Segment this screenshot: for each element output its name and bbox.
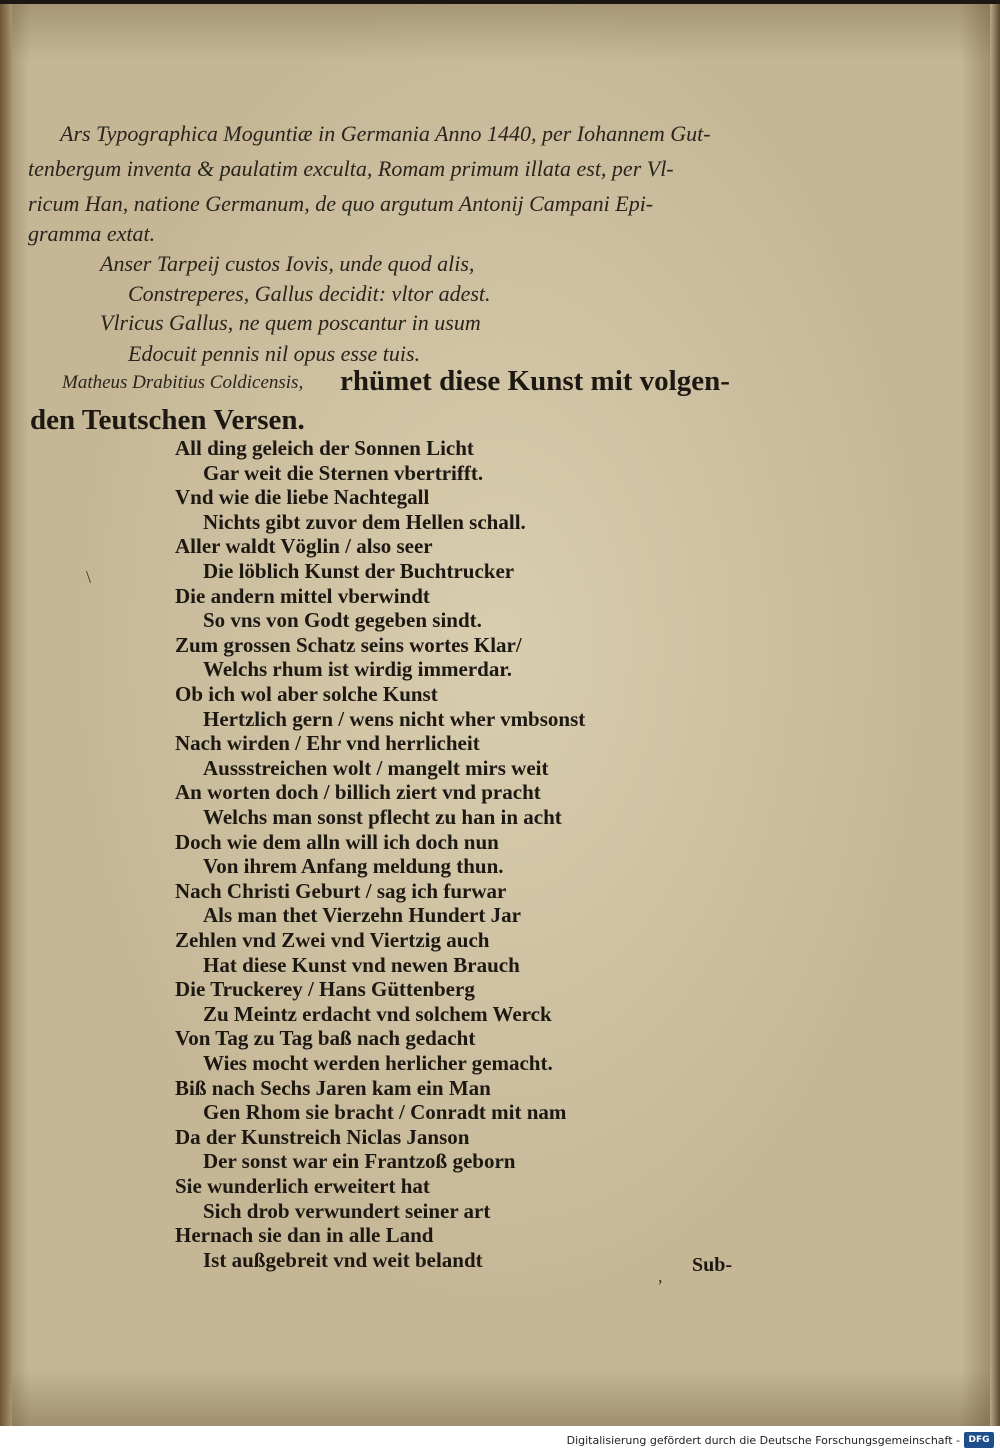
intro-german-2: den Teutschen Versen. <box>30 404 305 436</box>
verse-line: Hernach sie dan in alle Land <box>175 1223 434 1248</box>
catchword: Sub- <box>692 1254 733 1276</box>
verse-line: Zu Meintz erdacht vnd solchem Werck <box>203 1001 552 1026</box>
footer-bar <box>0 1426 1000 1455</box>
verse-line: Ob ich wol aber solche Kunst <box>175 682 438 706</box>
verse-line: Zum grossen Schatz seins wortes Klar/ <box>175 632 522 657</box>
verse-line: Der sonst war ein Frantzoß geborn <box>203 1149 516 1174</box>
latin-line-2: tenbergum inventa & paulatim exculta, Romam primum illata est, per Vl- <box>28 156 674 181</box>
verse-line: Die andern mittel vberwindt <box>175 583 430 608</box>
verse-line: Wies mocht werden herlicher gemacht. <box>203 1051 553 1075</box>
verse-line: Hertzlich gern / wens nicht wher vmbsonst <box>203 706 586 731</box>
latin-line-4: gramma extat. <box>28 221 156 246</box>
intro-german-1: rhümet diese Kunst mit volgen- <box>340 365 730 397</box>
footer-text: Digitalisierung gefördert durch die Deutsche Forschungsgemeinschaft - <box>566 1434 960 1447</box>
epigram-line-3: Vlricus Gallus, ne quem poscantur in usum <box>100 310 481 335</box>
intro-latin: Matheus Drabitius Coldicensis, <box>62 372 304 393</box>
latin-line-1: Ars Typographica Moguntiæ in Germania Anno 1440, per Iohannem Gut- <box>60 121 711 146</box>
dfg-logo: DFG <box>964 1432 994 1448</box>
verse-line: Doch wie dem alln will ich doch nun <box>175 829 499 854</box>
verse-line: Von ihrem Anfang meldung thun. <box>203 854 504 879</box>
verse-line: Welchs man sonst pflecht zu han in acht <box>203 805 562 829</box>
verse-line: Biß nach Sechs Jaren kam ein Man <box>175 1075 491 1100</box>
verse-line: Aussstreichen wolt / mangelt mirs weit <box>203 755 549 780</box>
margin-mark: \ <box>86 567 92 587</box>
epigram-line-1: Anser Tarpeij custos Iovis, unde quod alis, <box>100 251 475 276</box>
verse-line: Nichts gibt zuvor dem Hellen schall. <box>203 509 526 534</box>
epigram-line-2: Constreperes, Gallus decidit: vltor adest. <box>128 281 491 306</box>
scanned-page <box>0 4 1000 1426</box>
verse-line: Sich drob verwundert seiner art <box>203 1198 491 1223</box>
page-right-edge <box>990 4 1000 1426</box>
verse-line: Gar weit die Sternen vbertrifft. <box>203 460 484 485</box>
verse-line: Von Tag zu Tag baß nach gedacht <box>175 1026 476 1051</box>
verse-line: Zehlen vnd Zwei vnd Viertzig auch <box>175 928 490 952</box>
verse-line: Welchs rhum ist wirdig immerdar. <box>203 657 512 682</box>
verse-line: Aller waldt Vöglin / also seer <box>175 534 433 559</box>
verse-line: Da der Kunstreich Niclas Janson <box>175 1124 470 1149</box>
verse-line: Nach wirden / Ehr vnd herrlicheit <box>175 731 480 756</box>
verse-line: Ist außgebreit vnd weit belandt <box>203 1247 483 1272</box>
epigram-line-4: Edocuit pennis nil opus esse tuis. <box>128 341 421 366</box>
verse-line: Hat diese Kunst vnd newen Brauch <box>203 952 520 977</box>
verse-line: All ding geleich der Sonnen Licht <box>175 436 474 460</box>
margin-mark: , <box>658 1266 663 1286</box>
latin-line-3: ricum Han, natione Germanum, de quo argutum Antonij Campani Epi- <box>28 191 654 216</box>
verse-line: An worten doch / billich ziert vnd pracht <box>175 780 541 805</box>
verse-line: Sie wunderlich erweitert hat <box>175 1174 430 1198</box>
verse-line: Die löblich Kunst der Buchtrucker <box>203 559 515 583</box>
verse-line: Als man thet Vierzehn Hundert Jar <box>203 903 521 928</box>
verse-line: Vnd wie die liebe Nachtegall <box>175 485 430 510</box>
page-left-edge <box>0 4 12 1426</box>
verse-line: So vns von Godt gegeben sindt. <box>203 608 482 633</box>
verse-line: Nach Christi Geburt / sag ich furwar <box>175 878 507 903</box>
verse-line: Gen Rhom sie bracht / Conradt mit nam <box>203 1100 567 1125</box>
verse-line: Die Truckerey / Hans Güttenberg <box>175 977 475 1002</box>
